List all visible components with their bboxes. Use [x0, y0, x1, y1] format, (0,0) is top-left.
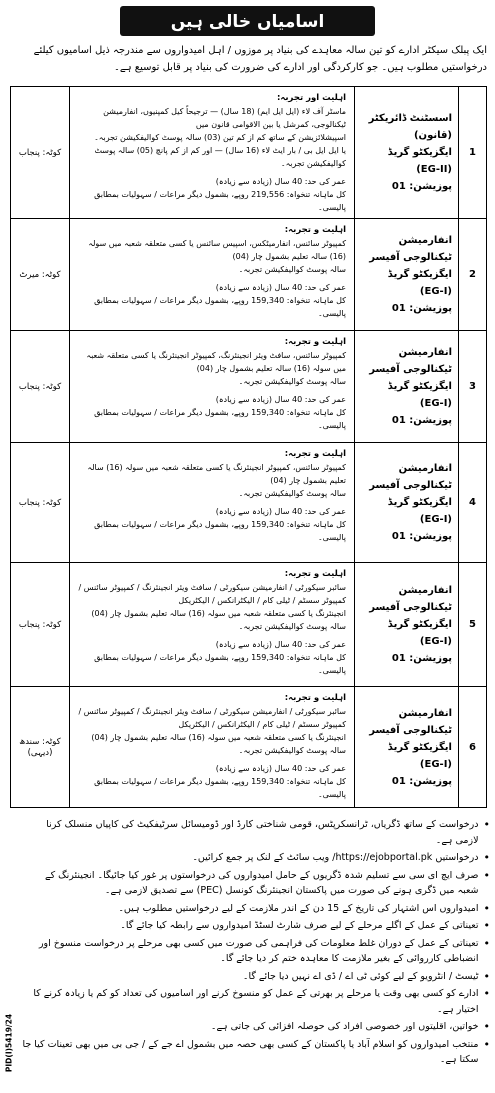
position-title [354, 687, 458, 807]
position-requirements [69, 563, 354, 686]
instruction-item [22, 1037, 490, 1068]
position-title [354, 331, 458, 442]
requirements-line: کل ماہانہ تنخواہ: 159,340 روپے، بشمول دیگر مراعات / سہولیات بمطابق پالیسی۔ [94, 653, 346, 675]
position-quota: کوٹہ: پنجاب [18, 620, 62, 630]
position-quota: کوٹہ: پنجاب [18, 148, 62, 158]
bullet-icon: • [483, 987, 490, 1000]
requirements-heading: اہلیت و تجربہ: [284, 693, 346, 703]
position-title-line: انفارمیشن ٹیکنالوجی آفیسر [369, 235, 452, 263]
position-quota: کوٹہ: پنجاب [18, 498, 62, 508]
position-number: 1 [458, 87, 486, 218]
instruction-text: درخواستیں https://ejobportal.pk/ ویب سائٹ کے لنک پر جمع کرائیں۔ [192, 852, 479, 863]
position-title-line: ایگزیکٹو گریڈ (EG-I) [387, 269, 452, 297]
requirements-line: کل ماہانہ تنخواہ: 159,340 روپے، بشمول دیگر مراعات / سہولیات بمطابق پالیسی۔ [94, 777, 346, 799]
instruction-item [22, 936, 490, 967]
instruction-text: درخواست کے ساتھ ڈگریاں، ٹرانسکرپٹس، قومی شناختی کارڈ اور ڈومیسائل سرٹیفکیٹ کی کاپیاں منسلک کرنا لازمی ہے۔ [46, 819, 479, 846]
requirements-line: کل ماہانہ تنخواہ: 219,556 روپے، بشمول دیگر مراعات / سہولیات بمطابق پالیسی۔ [94, 190, 346, 212]
requirements-line: کل ماہانہ تنخواہ: 159,340 روپے، بشمول دیگر مراعات / سہولیات بمطابق پالیسی۔ [94, 520, 346, 542]
instruction-item [22, 969, 490, 985]
position-title-line: (قانون) [413, 130, 452, 141]
position-row [11, 87, 486, 219]
instruction-text: تعیناتی کے عمل کے اگلے مرحلے کے لیے صرف شارٹ لسٹڈ امیدواروں سے رابطہ کیا جائے گا۔ [120, 920, 479, 931]
bullet-icon: • [483, 969, 490, 983]
position-row [11, 443, 486, 563]
position-title-line: انفارمیشن ٹیکنالوجی آفیسر [369, 707, 452, 736]
requirements-line: عمر کی حد: 40 سال (زیادہ سے زیادہ) [215, 177, 346, 186]
requirements-line: عمر کی حد: 40 سال (زیادہ سے زیادہ) [215, 507, 346, 516]
requirements-line: کمپیوٹر سائنس، انفارمیٹکس، اسپیس سائنس یا کسی متعلقہ شعبہ میں سولہ (16) سالہ تعلیم بشمول چار (04) [88, 239, 346, 261]
position-title-line: پوزیشن: 01 [391, 181, 452, 192]
position-title [354, 219, 458, 330]
requirements-line: عمر کی حد: 40 سال (زیادہ سے زیادہ) [215, 640, 346, 649]
pid-code [2, 1000, 16, 1086]
position-number: 4 [458, 443, 486, 562]
requirements-line: سائبر سیکورٹی / انفارمیشن سیکورٹی / سافٹ ویئر انجینئرنگ / کمپیوٹر سائنس / کمپیوٹر سسٹم / ٹیلی کام / الیکٹرانکس / الیکٹریکل [78, 707, 346, 729]
requirements-line: سالہ پوسٹ کوالیفکیشن تجربہ۔ [238, 489, 346, 498]
ad-title: اسامیاں خالی ہیں [120, 6, 375, 36]
bullet-icon: • [483, 901, 490, 915]
position-title-line: اسسٹنٹ ڈائریکٹر [368, 113, 452, 124]
requirements-line: کل ماہانہ تنخواہ: 159,340 روپے، بشمول دیگر مراعات / سہولیات بمطابق پالیسی۔ [94, 408, 346, 430]
position-title [354, 443, 458, 562]
position-quota: کوٹہ: میرٹ [19, 270, 61, 280]
bullet-icon: • [483, 1020, 490, 1033]
requirements-heading: اہلیت و تجربہ: [284, 449, 346, 459]
instruction-item [22, 986, 490, 1017]
requirements-line: سالہ پوسٹ کوالیفکیشن تجربہ۔ [238, 265, 346, 274]
position-row [11, 331, 486, 443]
position-title-line: انفارمیشن ٹیکنالوجی آفیسر [369, 585, 452, 613]
position-requirements [69, 443, 354, 562]
instruction-text: صرف ایچ ای سی سے تسلیم شدہ ڈگریوں کے حامل امیدواروں کی درخواستوں پر غور کیا جائیگا۔ انجینئرنگ کے شعبہ میں ڈگری ہونے کی صورت میں پاکستان انجینئرنگ کونسل (PEC) سے تصدیق لازمی ہے۔ [45, 869, 479, 896]
position-number: 3 [458, 331, 486, 442]
requirements-heading: اہلیت و تجربہ: [284, 225, 346, 235]
requirements-line: سائبر سیکورٹی / انفارمیشن سیکورٹی / سافٹ ویئر انجینئرنگ / کمپیوٹر سائنس / کمپیوٹر سسٹم / ٹیلی کام / الیکٹرانکس / الیکٹریکل [78, 583, 346, 605]
requirements-line: عمر کی حد: 40 سال (زیادہ سے زیادہ) [215, 283, 346, 292]
requirements-line: انجینئرنگ یا کسی متعلقہ شعبہ میں سولہ (16) سالہ تعلیم بشمول چار (04) سالہ پوسٹ کوالیفکیشن تجربہ۔ [91, 609, 346, 631]
requirements-heading: اہلیت اور تجربہ: [276, 93, 346, 103]
position-title-line: انفارمیشن ٹیکنالوجی آفیسر [369, 463, 452, 491]
requirements-heading: اہلیت و تجربہ: [284, 337, 346, 347]
position-title-line: پوزیشن: 01 [391, 415, 452, 426]
position-quota: کوٹہ: سندھ (دیہی) [19, 737, 61, 758]
requirements-line: سالہ پوسٹ کوالیفکیشن تجربہ۔ [238, 377, 346, 386]
instruction-item [22, 868, 490, 899]
bullet-icon: • [483, 851, 490, 864]
position-title-line: پوزیشن: 01 [391, 653, 452, 664]
position-row [11, 687, 486, 807]
position-title-line: ایگزیکٹو گریڈ (EG-I) [387, 381, 452, 409]
position-title-line: انفارمیشن ٹیکنالوجی آفیسر [369, 347, 452, 375]
intro-paragraph: ایک پبلک سیکٹر ادارے کو تین سالہ معاہدے کی بنیاد پر موزوں / اہل امیدواروں سے مندرجہ ذیل اسامیوں کیلئے درخواستیں مطلوب ہیں۔ جو کارکردگی اور ادارے کی ضرورت کی بنیاد پر قابل توسیع ہے۔ [33, 45, 487, 73]
bullet-icon: • [483, 868, 490, 882]
instruction-text: ادارے کو کسی بھی وقت یا مرحلے پر بھرتی کے عمل کو منسوخ کرنے اور اسامیوں کی تعداد کو کم یا زیادہ کرنے کا اختیار ہے۔ [33, 988, 479, 1015]
position-number: 2 [458, 219, 486, 330]
instruction-item [22, 1019, 490, 1035]
instruction-text: تعیناتی کے عمل کے دوران غلط معلومات کی فراہمی کی صورت میں کسی بھی مرحلے پر درخواست منسوخ اور انضباطی کارروائی کے بغیر ملازمت کا معاہدہ ختم کر دیا جائے گا۔ [38, 937, 479, 964]
position-title-line: ایگزیکٹو گریڈ (EG-II) [387, 147, 452, 175]
instruction-text: خواتین، اقلیتوں اور خصوصی افراد کی حوصلہ افزائی کی جاتی ہے۔ [210, 1021, 479, 1032]
positions-table [10, 86, 487, 808]
position-number: 6 [458, 687, 486, 807]
instruction-item [22, 901, 490, 917]
position-row [11, 219, 486, 331]
instructions-list [22, 817, 490, 1070]
instruction-text: منتخب امیدواروں کو اسلام آباد یا پاکستان کے کسی بھی حصہ میں بشمول اے جے کے / جی بی میں بھی تعینات کیا جا سکتا ہے۔ [22, 1038, 479, 1065]
instruction-text: ٹیسٹ / انٹرویو کے لیے کوئی ٹی اے / ڈی اے نہیں دیا جائے گا۔ [242, 970, 479, 982]
requirements-line: انجینئرنگ یا کسی متعلقہ شعبہ میں سولہ (16) سالہ تعلیم بشمول چار (04) سالہ پوسٹ کوالیفکیشن تجربہ۔ [91, 733, 346, 755]
position-title-line: ایگزیکٹو گریڈ (EG-I) [387, 619, 452, 647]
position-requirements [69, 219, 354, 330]
bullet-icon: • [483, 936, 490, 950]
position-number: 5 [458, 563, 486, 686]
position-row [11, 563, 486, 687]
instruction-item [22, 850, 490, 866]
requirements-line: یا ایل ایل بی / بار ایٹ لاء (16 سال) — اور کم از کم پانچ (05) سالہ پوسٹ کوالیفکیشن تجربہ۔ [94, 146, 346, 168]
instruction-text: امیدواروں اس اشتہار کی تاریخ کے 15 دن کے اندر ملازمت کے لیے درخواستیں مطلوب ہیں۔ [118, 902, 479, 914]
pid-text: PID(I)5419/24 [4, 1013, 14, 1073]
requirements-line: کمپیوٹر سائنس، سافٹ ویئر انجینئرنگ، کمپیوٹر انجینئرنگ یا کسی متعلقہ شعبہ میں سولہ (16) سالہ تعلیم بشمول چار (04) [86, 351, 346, 373]
bullet-icon: • [483, 818, 490, 831]
bullet-icon: • [483, 1037, 490, 1051]
requirements-line: کل ماہانہ تنخواہ: 159,340 روپے، بشمول دیگر مراعات / سہولیات بمطابق پالیسی۔ [94, 296, 346, 318]
position-title-line: پوزیشن: 01 [391, 531, 452, 542]
position-requirements [69, 687, 354, 807]
requirements-line: کمپیوٹر سائنس، کمپیوٹر انجینئرنگ یا کسی متعلقہ شعبہ میں سولہ (16) سالہ تعلیم بشمول چار (04) [87, 463, 346, 485]
position-requirements [69, 87, 354, 218]
position-title-line: ایگزیکٹو گریڈ (EG-I) [387, 741, 452, 770]
position-title-line: پوزیشن: 01 [391, 775, 452, 787]
bullet-icon: • [483, 919, 490, 932]
position-title-line: ایگزیکٹو گریڈ (EG-I) [387, 497, 452, 525]
requirements-line: عمر کی حد: 40 سال (زیادہ سے زیادہ) [215, 395, 346, 404]
requirements-line: اسپیشلائزیشن کے ساتھ کم از کم تین (03) سالہ پوسٹ کوالیفکیشن تجربہ۔ [94, 133, 346, 142]
instruction-item [22, 817, 490, 848]
instruction-item [22, 918, 490, 934]
requirements-line: ماسٹر آف لاء (ایل ایل ایم) (18 سال) — ترجیحاً کیل کمپنیوں، انفارمیشن ٹیکنالوجی، کمرشل یا بین الاقوامی قانون میں [103, 107, 346, 129]
position-quota: کوٹہ: پنجاب [18, 382, 62, 392]
requirements-heading: اہلیت و تجربہ: [284, 569, 346, 579]
position-title [354, 87, 458, 218]
requirements-line: عمر کی حد: 40 سال (زیادہ سے زیادہ) [215, 764, 346, 773]
position-title-line: پوزیشن: 01 [391, 303, 452, 314]
position-requirements [69, 331, 354, 442]
position-title [354, 563, 458, 686]
